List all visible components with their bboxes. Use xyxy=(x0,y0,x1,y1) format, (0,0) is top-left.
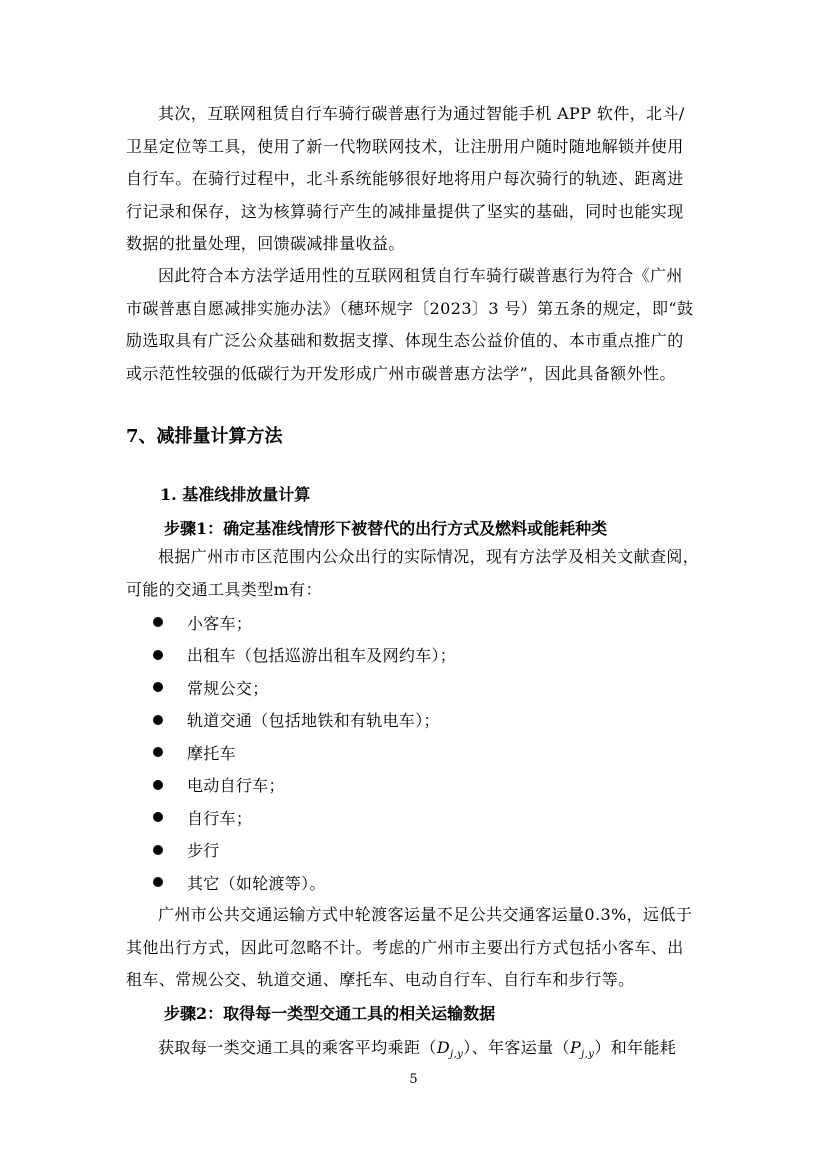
list-item: 轨道交通（包括地铁和有轨电车）； xyxy=(150,704,456,737)
list-item: 常规公交； xyxy=(150,671,456,704)
bullet-icon xyxy=(153,747,163,757)
text-line: 或示范性较强的低碳行为开发形成广州市碳普惠方法学”，因此具备额外性。 xyxy=(126,363,676,383)
text-line: 广州市公共交通运输方式中轮渡客运量不足公共交通客运量0.3%，远低于 xyxy=(158,905,693,924)
step2-heading: 步骤2：取得每一类型交通工具的相关运输数据 xyxy=(164,1004,496,1023)
text-line: 行记录和保存，这为核算骑行产生的减排量提供了坚实的基础，同时也能实现 xyxy=(126,201,684,221)
step1-heading: 步骤1：确定基准线情形下被替代的出行方式及燃料或能耗种类 xyxy=(164,519,608,538)
text-line: 数据的批量处理，回馈碳减排量收益。 xyxy=(126,234,405,253)
text-line: 租车、常规公交、轨道交通、摩托车、电动自行车、自行车和步行等。 xyxy=(126,970,635,989)
text-line: 可能的交通工具类型m有： xyxy=(126,579,322,599)
text-line: 市碳普惠自愿减排实施办法》（穗环规字〔2023〕3 号）第五条的规定，即“鼓 xyxy=(126,298,694,318)
list-item: 出租车（包括巡游出租车及网约车）； xyxy=(150,639,456,672)
vehicle-type-list xyxy=(150,606,456,899)
text-line: 自行车。在骑行过程中，北斗系统能够很好地将用户每次骑行的轨迹、距离进 xyxy=(126,169,684,188)
page-number: 5 xyxy=(409,1072,418,1087)
list-item: 摩托车 xyxy=(150,736,456,769)
bullet-icon xyxy=(153,812,163,822)
list-item: 自行车； xyxy=(150,801,456,834)
text-line: 卫星定位等工具，使用了新一代物联网技术，让注册用户随时随地解锁并使用 xyxy=(126,136,684,156)
paragraph-ferry-note xyxy=(126,899,692,997)
paragraph-additionality xyxy=(126,260,692,390)
bullet-icon xyxy=(153,650,163,660)
distance-variable: $D_{j,y}$ xyxy=(436,1038,464,1061)
passenger-variable: $P_{j,y}$ xyxy=(570,1038,595,1061)
list-item: 其它（如轮渡等）。 xyxy=(150,866,456,899)
paragraph-vehicle-types xyxy=(126,541,700,606)
list-item: 步行 xyxy=(150,834,456,867)
text-line: 其他出行方式，因此可忽略不计。考虑的广州市主要出行方式包括小客车、出 xyxy=(126,937,684,957)
text-line: 因此符合本方法学适用性的互联网租赁自行车骑行碳普惠行为符合《广州 xyxy=(158,266,683,285)
bullet-icon xyxy=(153,845,163,855)
bullet-icon xyxy=(153,877,163,887)
paragraph-transport-data xyxy=(126,1032,692,1072)
text-line: 励选取具有广泛公众基础和数据支撑、体现生态公益价值的、本市重点推广的 xyxy=(126,331,684,350)
subsection-heading: 1. 基准线排放量计算 xyxy=(160,485,311,504)
section-heading: 7、减排量计算方法 xyxy=(126,426,283,447)
bullet-icon xyxy=(153,715,163,725)
bullet-icon xyxy=(153,617,163,627)
list-item: 小客车； xyxy=(150,606,456,639)
text-line: 根据广州市市区范围内公众出行的实际情况，现有方法学及相关文献查阅， xyxy=(158,547,700,566)
text-line: 获取每一类交通工具的乘客平均乘距$(D_{j,y})$、年客运量$(P_{j,y})$和年能耗 xyxy=(158,1038,677,1061)
bullet-icon xyxy=(153,682,163,692)
list-item: 电动自行车； xyxy=(150,769,456,802)
text-line: 其次，互联网租赁自行车骑行碳普惠行为通过智能手机 APP 软件，北斗/ xyxy=(158,104,685,123)
bullet-icon xyxy=(153,780,163,790)
paragraph-app-technology xyxy=(126,98,692,261)
